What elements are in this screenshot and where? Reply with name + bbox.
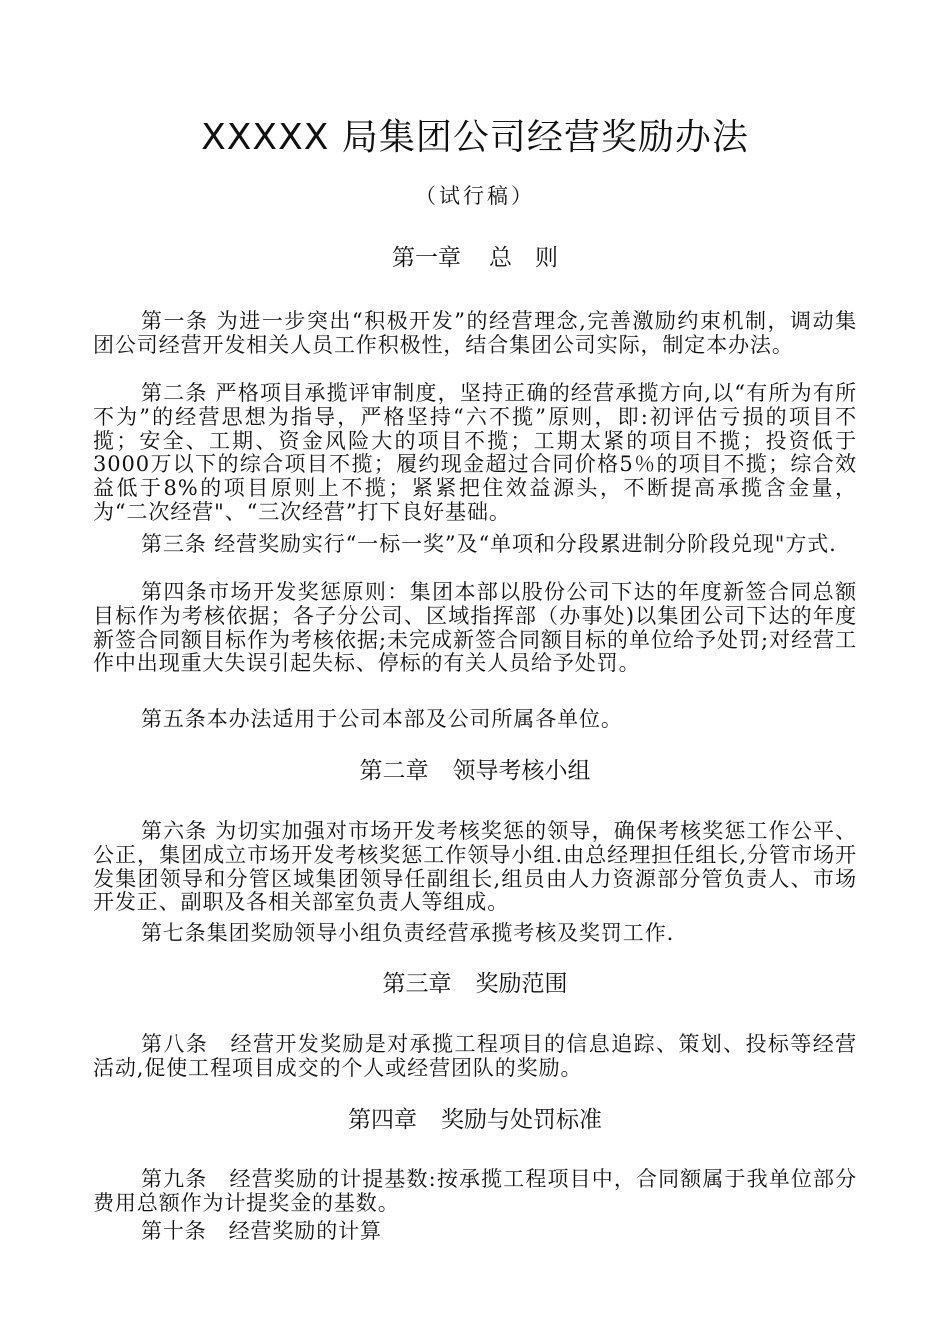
article-paragraph: 第五条本办法适用于公司本部及公司所属各单位。 [141,707,623,731]
article-paragraph: 第六条 为切实加强对市场开发考核奖惩的领导，确保考核奖惩工作公平、公正，集团成立市场开发考核奖惩工作领导小组.由总经理担任组长,分管市场开发集团领导和分管区域集团领导任副组长,组员由人力资源部分管负责人、市场开发正、副职及各相关部室负责人等组成。 [93,819,857,915]
chapter-number: 第一章 [392,245,461,271]
chapter-number: 第二章 [359,758,429,784]
article-paragraph: 第八条 经营开发奖励是对承揽工程项目的信息追踪、策划、投标等经营活动,促使工程项目成交的个人或经营团队的奖励。 [93,1032,857,1080]
article-paragraph: 第三条 经营奖励实行“一标一奖”及“单项和分段累进制分阶段兑现"方式. [141,532,837,556]
chapter-heading [0,755,950,787]
chapter-title: 奖励范围 [475,971,568,997]
chapter-title: 奖励与处罚标准 [441,1107,602,1133]
chapter-heading [0,242,950,274]
article-paragraph: 第二条 严格项目承揽评审制度，坚持正确的经营承揽方向,以“有所为有所不为”的经营思想为指导，严格坚持“六不揽”原则，即:初评估亏损的项目不揽；安全、工期、资金风险大的项目不揽；工期太紧的项目不揽；投资低于3000万以下的综合项目不揽；履约现金超过合同价格5％的项目不揽；综合效益低于8%的项目原则上不揽；紧紧把住效益源头，不断提高承揽含金量，为“二次经营"、“三次经营”打下良好基础。 [93,381,857,524]
article-paragraph: 第九条 经营奖励的计提基数:按承揽工程项目中，合同额属于我单位部分费用总额作为计提奖金的基数。 [93,1167,857,1215]
chapter-title: 总 则 [489,245,558,271]
chapter-title: 领导考核小组 [452,758,591,784]
chapter-number: 第三章 [382,971,452,997]
document-title: XXXXX 局集团公司经营奖励办法 [201,117,749,158]
chapter-heading [0,968,950,1000]
article-paragraph: 第四条市场开发奖惩原则：集团本部以股份公司下达的年度新签合同总额目标作为考核依据；各子分公司、区域指挥部（办事处)以集团公司下达的年度新签合同额目标作为考核依据;未完成新签合同额目标的单位给予处罚;对经营工作中出现重大失误引起失标、停标的有关人员给予处罚。 [93,580,857,676]
article-paragraph: 第十条 经营奖励的计算 [141,1219,382,1243]
chapter-number: 第四章 [348,1107,417,1133]
article-paragraph: 第一条 为进一步突出“积极开发”的经营理念,完善激励约束机制，调动集团公司经营开发相关人员工作积极性，结合集团公司实际，制定本办法。 [93,309,857,357]
chapter-heading [0,1104,950,1136]
document-subtitle: （试行稿） [415,184,535,208]
article-paragraph: 第七条集团奖励领导小组负责经营承揽考核及奖罚工作. [141,921,675,945]
